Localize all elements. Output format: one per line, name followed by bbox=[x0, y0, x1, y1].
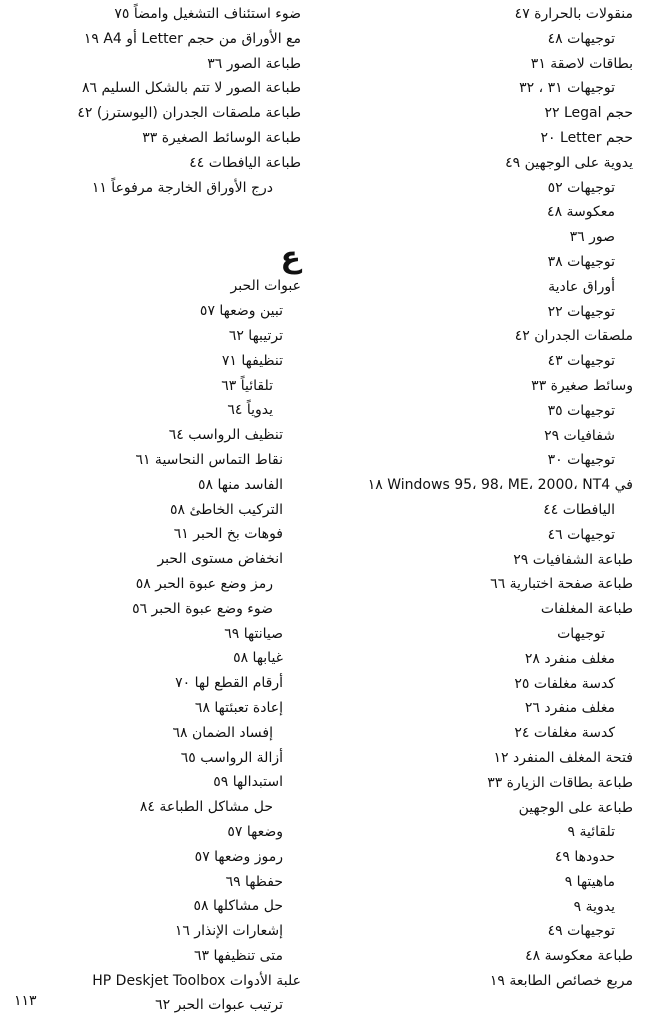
index-entry: رمز وضع عبوة الحبر ٥٨ bbox=[135, 575, 273, 592]
index-entry: ترتيب عبوات الحبر ٦٢ bbox=[155, 997, 283, 1014]
index-entry: يدوية على الوجهين ٤٩ bbox=[505, 154, 633, 171]
index-entry: توجيهات ٤٦ bbox=[547, 526, 615, 543]
index-entry: توجيهات ٥٢ bbox=[547, 179, 615, 196]
index-entry: فوهات بخ الحبر ٦١ bbox=[173, 526, 283, 543]
index-entry: إعادة تعبئتها ٦٨ bbox=[194, 699, 283, 716]
index-entry: طباعة الشفافيات ٢٩ bbox=[513, 551, 633, 568]
index-entry: تلقائياً ٦٣ bbox=[221, 377, 273, 394]
index-entry: توجيهات ٣٠ bbox=[547, 452, 615, 469]
index-entry: تبين وضعها ٥٧ bbox=[199, 303, 283, 320]
index-entry: كدسة مغلفات ٢٥ bbox=[514, 675, 615, 692]
index-entry: توجيهات ٢٢ bbox=[547, 303, 615, 320]
index-entry: أرقام القطع لها ٧٠ bbox=[175, 675, 283, 692]
index-entry: توجيهات ٣١ ، ٣٢ bbox=[519, 80, 615, 97]
index-entry: توجيهات ٤٨ bbox=[547, 30, 615, 47]
index-entry: استبدالها ٥٩ bbox=[213, 774, 283, 791]
index-entry: طباعة الوسائط الصغيرة ٣٣ bbox=[142, 129, 301, 146]
index-entry: منقولات بالحرارة ٤٧ bbox=[514, 6, 633, 22]
index-entry: عبوات الحبر bbox=[230, 278, 301, 295]
index-entry: بطاقات لاصقة ٣١ bbox=[530, 55, 633, 72]
index-entry: متى تنظيفها ٦٣ bbox=[194, 947, 283, 964]
index-entry: تلقائية ٩ bbox=[567, 824, 615, 841]
index-entry: ضوء استئناف التشغيل وامضاً ٧٥ bbox=[114, 6, 301, 22]
index-entry: إشعارات الإنذار ١٦ bbox=[174, 923, 283, 940]
index-entry: علبة الأدوات HP Deskjet Toolbox bbox=[92, 972, 301, 989]
index-entry: تنظيفها ٧١ bbox=[221, 352, 283, 369]
index-entry: الفاسد منها ٥٨ bbox=[198, 476, 283, 493]
index-entry: شفافيات ٢٩ bbox=[544, 427, 615, 444]
index-entry: مربع خصائص الطابعة ١٩ bbox=[489, 973, 633, 990]
index-entry: توجيهات ٤٣ bbox=[547, 353, 615, 370]
index-entry: مغلف منفرد ٢٨ bbox=[524, 650, 615, 667]
index-entry: مغلف منفرد ٢٦ bbox=[524, 700, 615, 717]
index-entry: في Windows 95، 98، ME، 2000، NT4 ١٨ bbox=[367, 477, 633, 494]
index-entry: فتحة المغلف المنفرد ١٢ bbox=[493, 749, 633, 766]
index-entry: إفساد الضمان ٦٨ bbox=[172, 724, 273, 741]
index-entry: ملصقات الجدران ٤٢ bbox=[514, 328, 633, 345]
index-entry: معكوسة ٤٨ bbox=[547, 204, 615, 221]
index-column-left bbox=[1, 2, 301, 1018]
index-entry: طباعة اليافطات ٤٤ bbox=[189, 154, 301, 171]
index-entry: طباعة بطاقات الزيارة ٣٣ bbox=[487, 774, 633, 791]
index-entry: انخفاض مستوى الحبر bbox=[157, 551, 283, 568]
index-entry: ترتيبها ٦٢ bbox=[228, 327, 283, 344]
index-entry: توجيهات ٤٩ bbox=[547, 923, 615, 940]
index-entry: توجيهات ٣٥ bbox=[547, 402, 615, 419]
index-entry: ضوء وضع عبوة الحبر ٥٦ bbox=[132, 600, 273, 617]
index-entry: طباعة ملصقات الجدران (اليوسترز) ٤٢ bbox=[77, 105, 301, 122]
index-entry: توجيهات bbox=[557, 625, 605, 642]
index-entry: حجم Letter ٢٠ bbox=[540, 129, 633, 146]
index-entry: طباعة معكوسة ٤٨ bbox=[525, 948, 633, 965]
index-entry: ماهيتها ٩ bbox=[564, 873, 615, 890]
index-entry: طباعة صفحة اختبارية ٦٦ bbox=[490, 576, 633, 593]
index-entry: درج الأوراق الخارجة مرفوعاً ١١ bbox=[91, 179, 273, 196]
index-entry: صور ٣٦ bbox=[569, 229, 615, 246]
index-entry: أزالة الرواسب ٦٥ bbox=[180, 749, 283, 766]
index-spacer bbox=[1, 200, 301, 238]
index-entry: حدودها ٤٩ bbox=[554, 849, 615, 866]
index-entry: وسائط صغيرة ٣٣ bbox=[531, 377, 633, 394]
index-entry: طباعة الصور ٣٦ bbox=[207, 55, 301, 72]
index-section-letter: ع bbox=[280, 240, 301, 276]
index-entry: أوراق عادية bbox=[548, 278, 615, 295]
index-entry: اليافطات ٤٤ bbox=[543, 501, 615, 518]
index-entry: يدوية ٩ bbox=[573, 898, 615, 915]
index-entry: يدوياً ٦٤ bbox=[227, 402, 273, 419]
index-column-right bbox=[333, 2, 633, 994]
index-entry: حل مشاكلها ٥٨ bbox=[193, 898, 283, 915]
index-entry: طباعة الصور لا تتم بالشكل السليم ٨٦ bbox=[81, 80, 301, 97]
index-entry: وضعها ٥٧ bbox=[227, 823, 283, 840]
index-entry: غيابها ٥٨ bbox=[233, 650, 283, 667]
index-entry: حل مشاكل الطباعة ٨٤ bbox=[139, 799, 273, 816]
index-entry: رموز وضعها ٥٧ bbox=[194, 848, 283, 865]
page-number: ١١٣ bbox=[14, 993, 37, 1009]
index-entry: حجم Legal ٢٢ bbox=[544, 105, 633, 122]
index-entry: التركيب الخاطئ ٥٨ bbox=[170, 501, 283, 518]
index-entry: مع الأوراق من حجم Letter أو A4 ١٩ bbox=[83, 30, 301, 47]
index-entry: نقاط التماس النحاسية ٦١ bbox=[135, 451, 283, 468]
index-entry: طباعة المغلفات bbox=[540, 601, 633, 618]
index-entry: كدسة مغلفات ٢٤ bbox=[514, 725, 615, 742]
index-entry: توجيهات ٣٨ bbox=[547, 253, 615, 270]
index-entry: طباعة على الوجهين bbox=[518, 799, 633, 816]
index-entry: صيانتها ٦٩ bbox=[224, 625, 283, 642]
index-entry: تنظيف الرواسب ٦٤ bbox=[168, 427, 283, 444]
index-entry: حفظها ٦٩ bbox=[225, 873, 283, 890]
